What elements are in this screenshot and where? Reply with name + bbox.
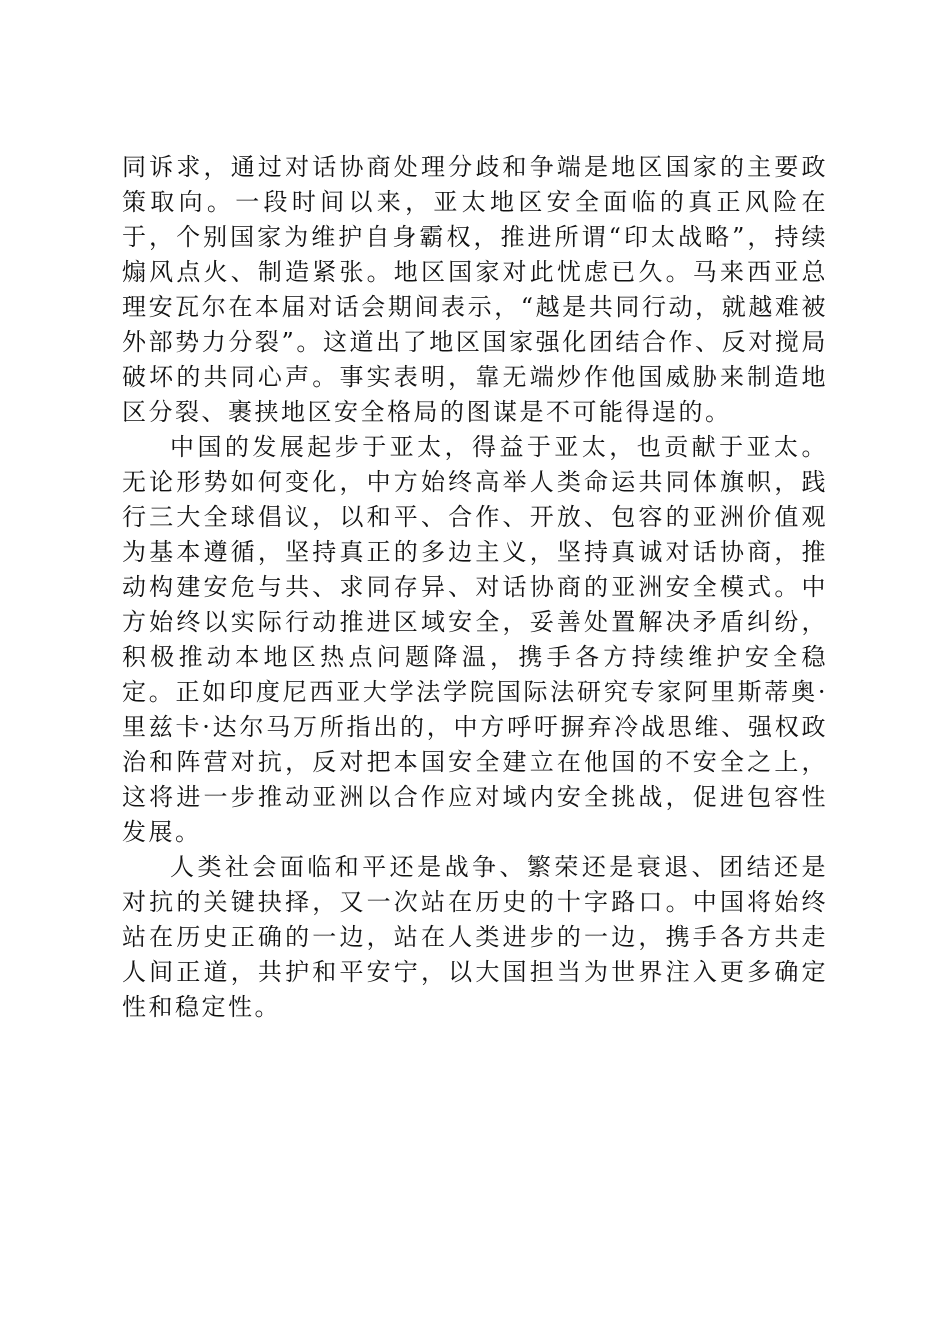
paragraph-conclusion: 人类社会面临和平还是战争、繁荣还是衰退、团结还是对抗的关键抉择，又一次站在历史的十字路口。中国将始终站在历史正确的一边，站在人类进步的一边，携手各方共走人间正道，共护和平安宁，以大国担当为世界注入更多确定性和稳定性。 <box>122 853 828 1021</box>
paragraph-continued: 同诉求，通过对话协商处理分歧和争端是地区国家的主要政策取向。一段时间以来，亚太地区安全面临的真正风险在于，个别国家为维护自身霸权，推进所谓“印太战略”，持续煽风点火、制造紧张。地区国家对此忧虑已久。马来西亚总理安瓦尔在本届对话会期间表示，“越是共同行动，就越难被外部势力分裂”。这道出了地区国家强化团结合作、反对搅局破坏的共同心声。事实表明，靠无端炒作他国威胁来制造地区分裂、裹挟地区安全格局的图谋是不可能得逞的。 <box>122 153 828 426</box>
paragraph-china-development: 中国的发展起步于亚太，得益于亚太，也贡献于亚太。无论形势如何变化，中方始终高举人类命运共同体旗帜，践行三大全球倡议，以和平、合作、开放、包容的亚洲价值观为基本遵循，坚持真正的多边主义，坚持真诚对话协商，推动构建安危与共、求同存异、对话协商的亚洲安全模式。中方始终以实际行动推进区域安全，妥善处置解决矛盾纠纷，积极推动本地区热点问题降温，携手各方持续维护安全稳定。正如印度尼西亚大学法学院国际法研究专家阿里斯蒂奥·里兹卡·达尔马万所指出的，中方呼吁摒弃冷战思维、强权政治和阵营对抗，反对把本国安全建立在他国的不安全之上，这将进一步推动亚洲以合作应对域内安全挑战，促进包容性发展。 <box>122 433 828 846</box>
document-body <box>122 150 828 1025</box>
